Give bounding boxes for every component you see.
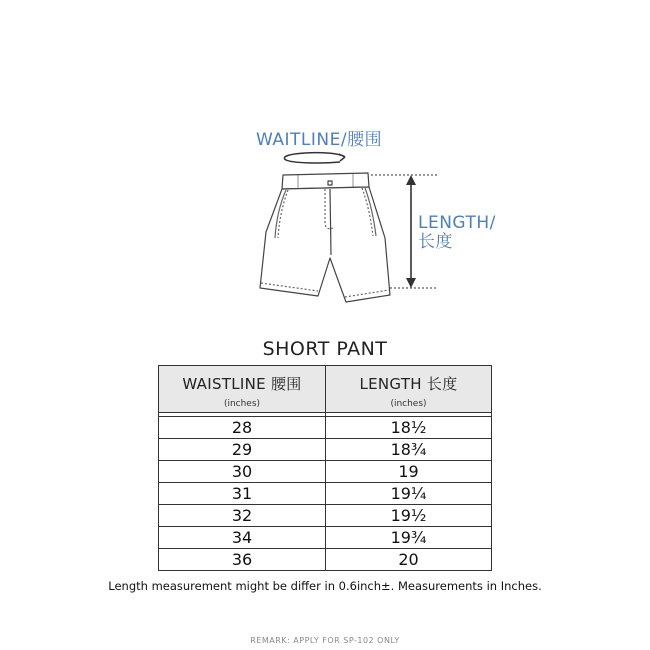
length-cell: 18½ — [326, 417, 492, 439]
header-length-label: LENGTH 长度 — [359, 375, 458, 393]
waist-cell: 31 — [159, 483, 326, 505]
size-table — [158, 365, 492, 571]
waist-cell: 29 — [159, 439, 326, 461]
header-length — [326, 366, 492, 413]
measurement-note: Length measurement might be differ in 0.6inch±. Measurements in Inches. — [108, 579, 542, 593]
table-row — [159, 527, 492, 549]
table-row — [159, 483, 492, 505]
length-label-en: LENGTH/ — [418, 213, 496, 233]
length-label-zh: 长度 — [418, 232, 453, 252]
waist-cell: 30 — [159, 461, 326, 483]
waist-cell: 36 — [159, 549, 326, 571]
table-row — [159, 461, 492, 483]
remark-text: REMARK: APPLY FOR SP-102 ONLY — [250, 636, 400, 645]
waist-cell: 32 — [159, 505, 326, 527]
header-waistline-label: WAISTLINE 腰围 — [182, 375, 302, 393]
shorts-icon — [260, 173, 390, 302]
waist-cell: 34 — [159, 527, 326, 549]
length-cell: 18¾ — [326, 439, 492, 461]
waist-measure-label: WAITLINE/腰围 — [256, 130, 383, 150]
table-row — [159, 505, 492, 527]
waist-arrow-icon — [284, 153, 345, 163]
length-cell: 20 — [326, 549, 492, 571]
table-row — [159, 549, 492, 571]
header-waistline-unit: (inches) — [223, 399, 261, 409]
length-cell: 19¼ — [326, 483, 492, 505]
length-cell: 19½ — [326, 505, 492, 527]
table-row — [159, 417, 492, 439]
table-header-row — [159, 366, 492, 413]
shorts-diagram — [0, 0, 650, 320]
length-measure-label — [418, 214, 496, 252]
header-waistline — [159, 366, 326, 413]
header-length-unit: (inches) — [390, 399, 427, 409]
length-cell: 19¾ — [326, 527, 492, 549]
table-row — [159, 439, 492, 461]
length-cell: 19 — [326, 461, 492, 483]
waist-cell: 28 — [159, 417, 326, 439]
chart-title: SHORT PANT — [262, 338, 388, 360]
